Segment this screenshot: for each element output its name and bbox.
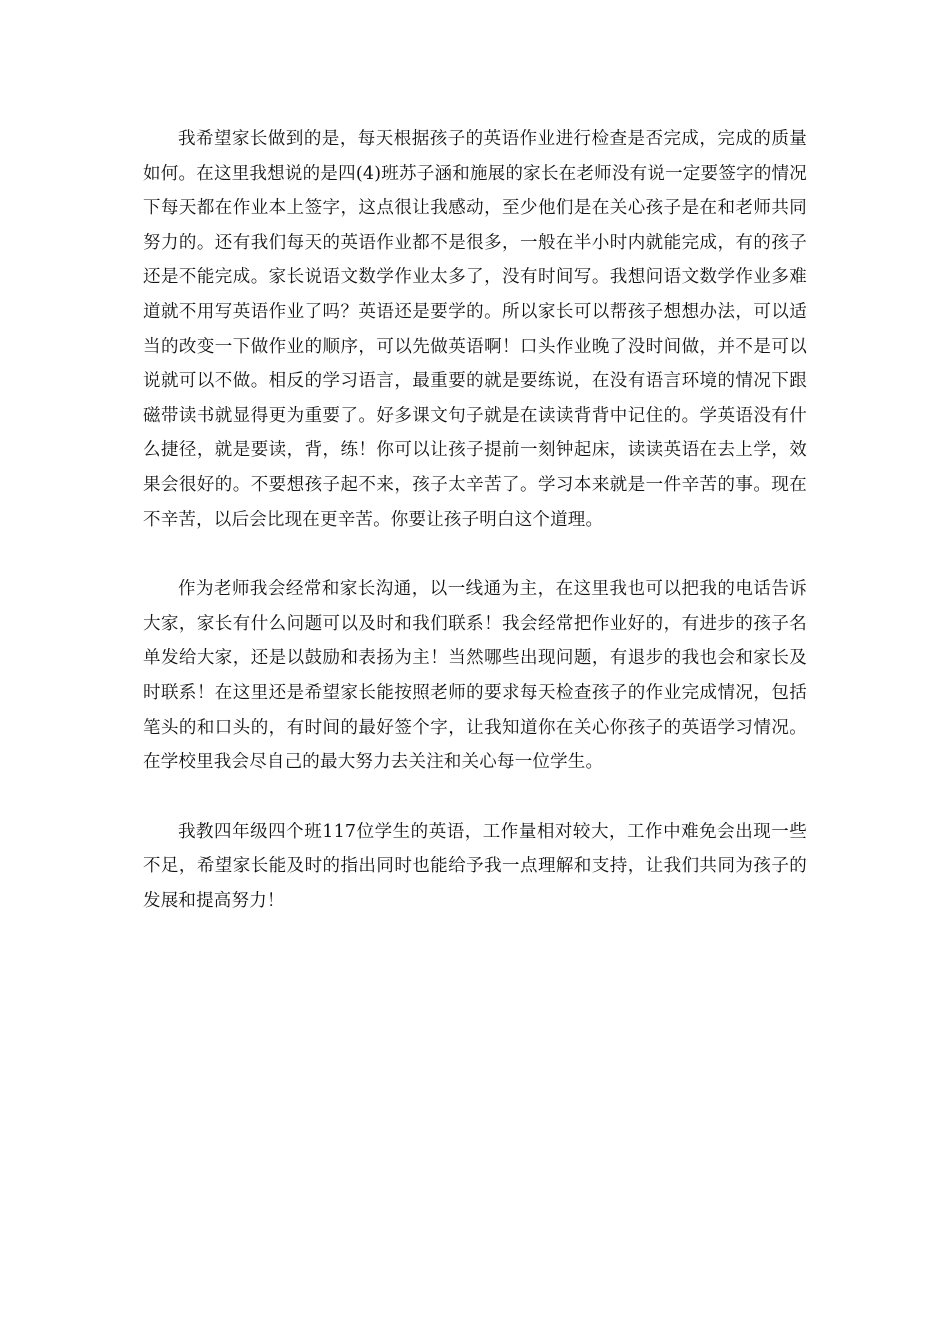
paragraph-teacher-communication: 作为老师我会经常和家长沟通，以一线通为主，在这里我也可以把我的电话告诉大家，家长有什么问题可以及时和我们联系！我会经常把作业好的，有进步的孩子名单发给大家，还是以鼓励和表扬为主！当然哪些出现问题，有退步的我也会和家长及时联系！在这里还是希望家长能按照老师的要求每天检查孩子的作业完成情况，包括笔头的和口头的，有时间的最好签个字，让我知道你在关心你孩子的英语学习情况。在学校里我会尽自己的最大努力去关注和关心每一位学生。 (143, 579, 807, 773)
paragraph-homework-checking: 我希望家长做到的是，每天根据孩子的英语作业进行检查是否完成，完成的质量如何。在这里我想说的是四(4)班苏子涵和施展的家长在老师没有说一定要签字的情况下每天都在作业本上签字，这点很让我感动，至少他们是在关心孩子是在和老师共同努力的。还有我们每天的英语作业都不是很多，一般在半小时内就能完成，有的孩子还是不能完成。家长说语文数学作业太多了，没有时间写。我想问语文数学作业多难道就不用写英语作业了吗？英语还是要学的。所以家长可以帮孩子想想办法，可以适当的改变一下做作业的顺序，可以先做英语啊！口头作业晚了没时间做，并不是可以说就可以不做。相反的学习语言，最重要的就是要练说，在没有语言环境的情况下跟磁带读书就显得更为重要了。好多课文句子就是在读读背背中记住的。学英语没有什么捷径，就是要读，背，练！你可以让孩子提前一刻钟起床，读读英语在去上学，效果会很好的。不要想孩子起不来，孩子太辛苦了。学习本来就是一件辛苦的事。现在不辛苦，以后会比现在更辛苦。你要让孩子明白这个道理。 (143, 129, 807, 530)
paragraph-closing: 我教四年级四个班117位学生的英语，工作量相对较大，工作中难免会出现一些不足，希望家长能及时的指出同时也能给予我一点理解和支持，让我们共同为孩子的发展和提高努力！ (143, 821, 807, 911)
document-body (143, 122, 807, 953)
